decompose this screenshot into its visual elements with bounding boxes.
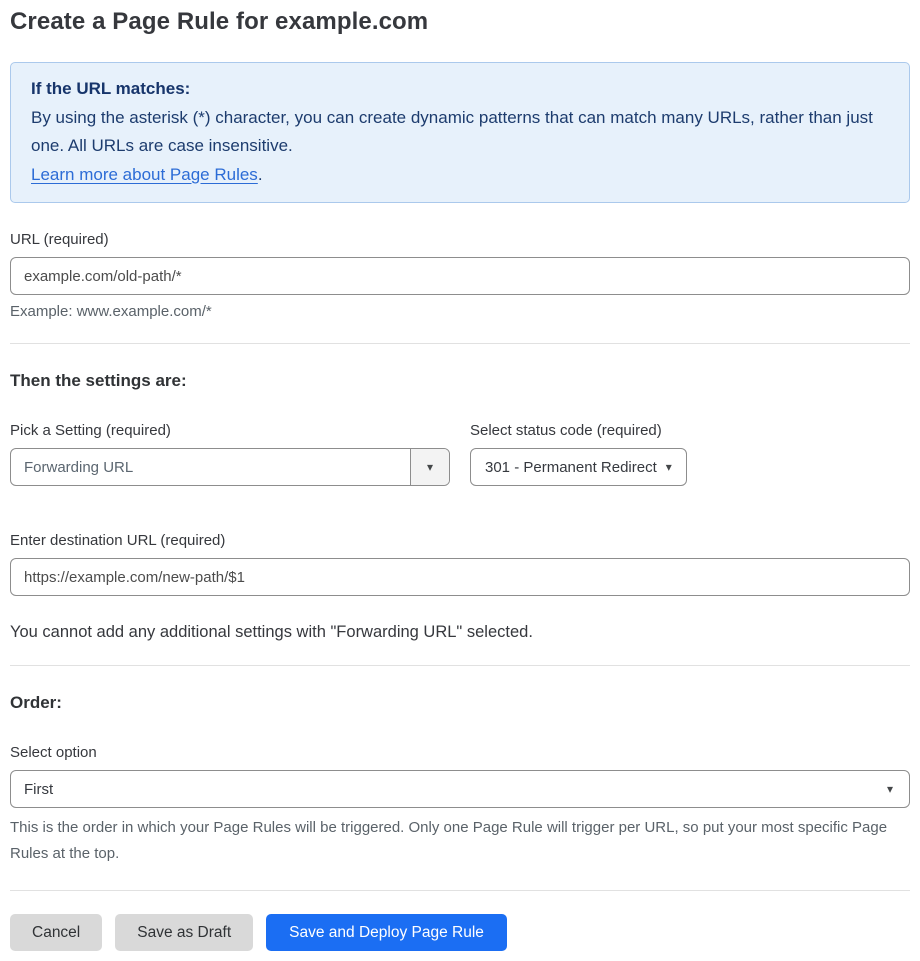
url-label: URL (required) <box>10 231 109 248</box>
url-input[interactable] <box>10 257 910 295</box>
save-deploy-button[interactable]: Save and Deploy Page Rule <box>266 914 507 951</box>
setting-select-arrow-button[interactable] <box>410 449 449 485</box>
setting-select[interactable] <box>10 448 450 486</box>
url-field <box>10 231 910 320</box>
select-option-label: Select option <box>10 744 97 761</box>
caret-down-icon: ▾ <box>886 782 893 796</box>
order-select[interactable] <box>10 770 910 808</box>
page-title: Create a Page Rule for example.com <box>10 8 429 35</box>
status-code-select[interactable] <box>470 448 687 486</box>
destination-url-label: Enter destination URL (required) <box>10 532 226 549</box>
info-box-heading: If the URL matches: <box>31 79 191 98</box>
pick-setting-label: Pick a Setting (required) <box>10 422 171 439</box>
learn-more-link[interactable]: Learn more about Page Rules <box>31 164 258 184</box>
forwarding-url-note: You cannot add any additional settings with "Forwarding URL" selected. <box>10 623 533 641</box>
order-section-heading: Order: <box>10 693 62 712</box>
url-example-text: Example: www.example.com/* <box>10 303 212 320</box>
divider <box>10 343 910 344</box>
divider <box>10 665 910 666</box>
status-code-label: Select status code (required) <box>470 422 662 439</box>
setting-select-value: Forwarding URL <box>24 458 134 476</box>
info-box-link-line <box>31 161 889 190</box>
status-code-select-value: 301 - Permanent Redirect <box>485 458 657 476</box>
url-matches-info-box <box>10 62 910 203</box>
destination-url-input[interactable] <box>10 558 910 596</box>
info-box-body: By using the asterisk (*) character, you can create dynamic patterns that can match many URLs, rather than just one. All URLs are case insensitive. <box>31 107 873 155</box>
cancel-button[interactable]: Cancel <box>10 914 102 951</box>
order-description: This is the order in which your Page Rules will be triggered. Only one Page Rule will trigger per URL, so put your most specific Page Rules at the top. <box>10 819 888 862</box>
caret-down-icon: ▾ <box>426 460 434 474</box>
form-actions <box>10 914 910 951</box>
save-draft-button[interactable]: Save as Draft <box>115 914 253 951</box>
settings-row <box>10 422 910 486</box>
pick-setting-column <box>10 422 450 486</box>
order-select-value: First <box>24 780 54 798</box>
destination-url-field <box>10 532 910 596</box>
link-suffix-text: . <box>257 164 263 184</box>
status-code-column <box>470 422 687 486</box>
settings-section-heading: Then the settings are: <box>10 371 187 390</box>
divider <box>10 890 910 891</box>
caret-down-icon: ▾ <box>665 460 672 474</box>
